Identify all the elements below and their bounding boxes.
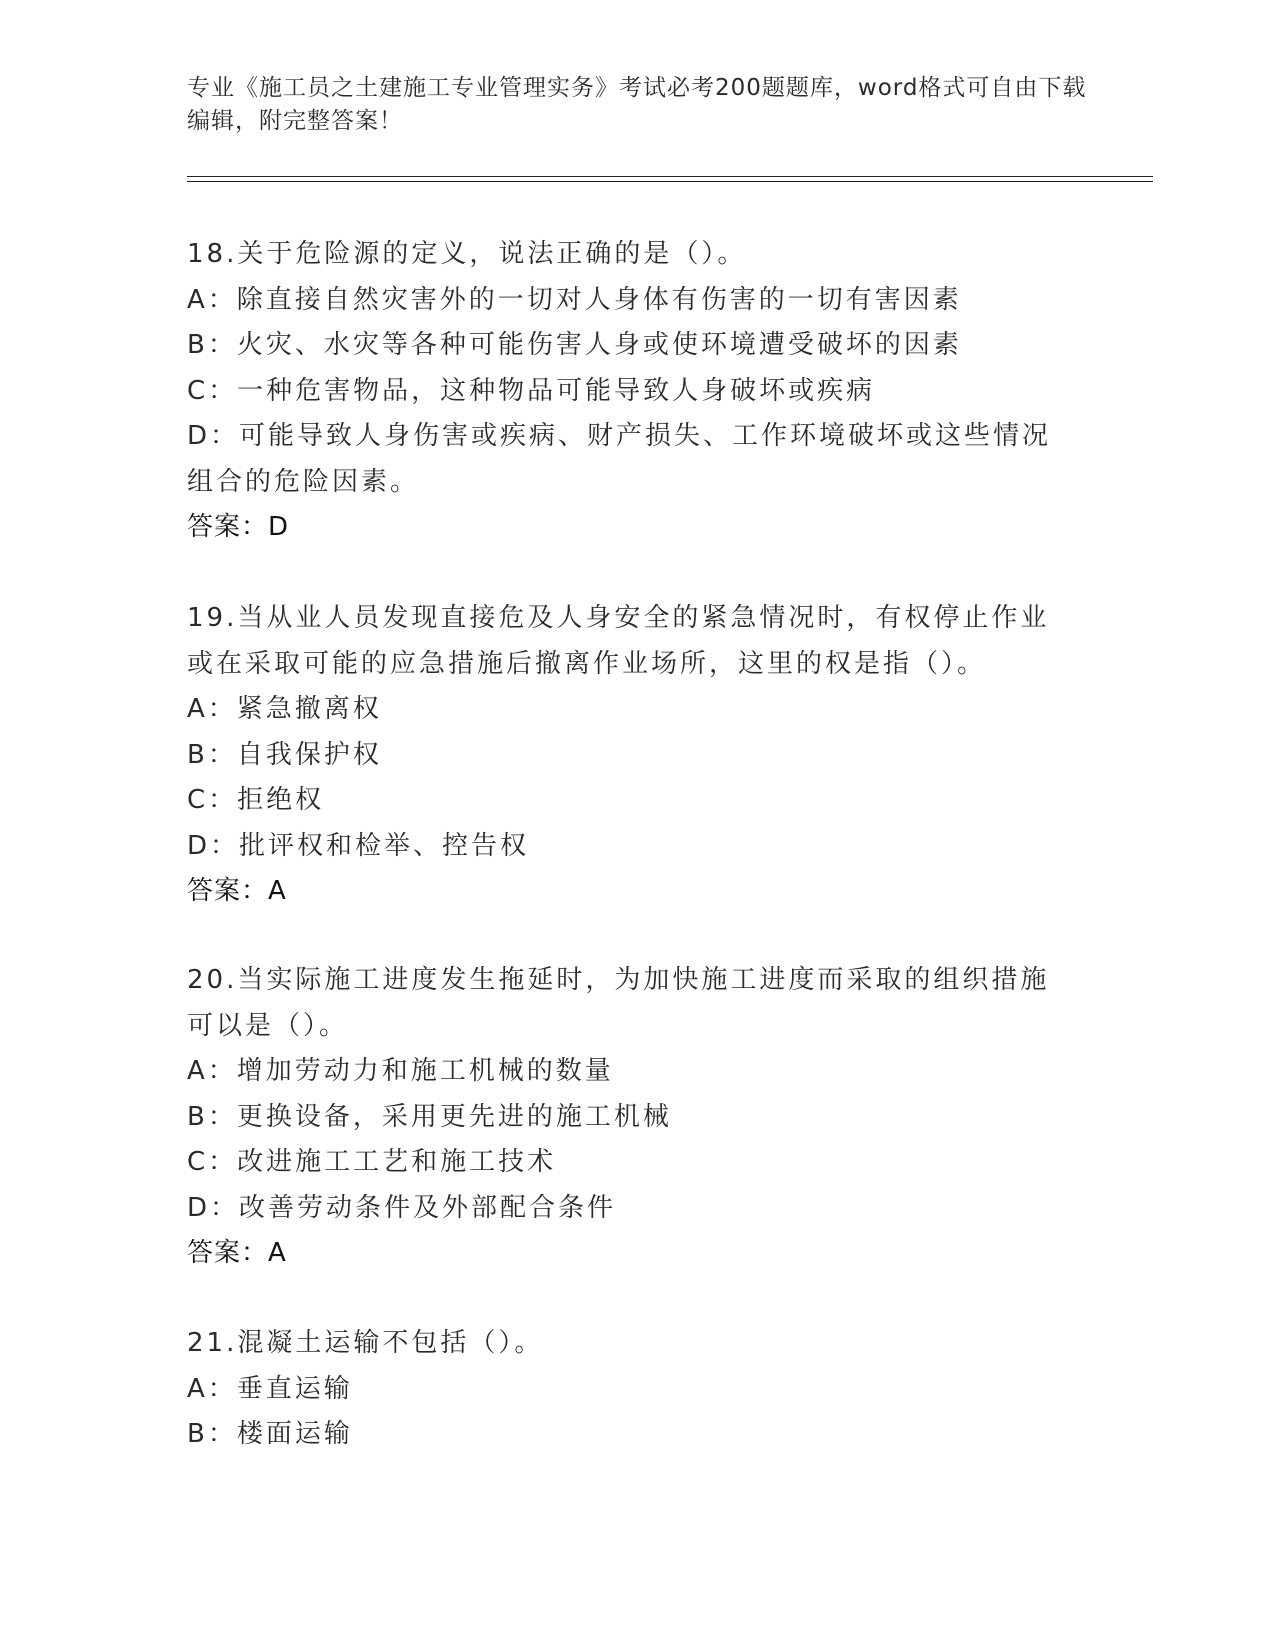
option-a: A：增加劳动力和施工机械的数量 (187, 1056, 614, 1086)
answer: 答案：A (187, 1238, 287, 1268)
answer: 答案：A (187, 876, 287, 906)
option-d: D：批评权和检举、控告权 (187, 830, 530, 861)
question-stem: 20.当实际施工进度发生拖延时，为加快施工进度而采取的组织措施可以是（）。 (187, 965, 1050, 1041)
option-b: B：楼面运输 (187, 1419, 353, 1449)
option-d: D：可能导致人身伤害或疾病、财产损失、工作环境破坏或这些情况组合的危险因素。 (187, 421, 1052, 497)
question-stem: 18.关于危险源的定义，说法正确的是（）。 (187, 239, 747, 269)
question-stem: 19.当从业人员发现直接危及人身安全的紧急情况时，有权停止作业或在采取可能的应急措施后撤离作业场所，这里的权是指（）。 (187, 603, 1050, 679)
question-19 (187, 596, 1067, 915)
option-c: C：改进施工工艺和施工技术 (187, 1147, 557, 1177)
option-a: A：紧急撤离权 (187, 694, 382, 724)
option-a: A：垂直运输 (187, 1373, 353, 1404)
option-b: B：更换设备，采用更先进的施工机械 (187, 1101, 672, 1132)
option-c: C：拒绝权 (187, 785, 325, 815)
option-b: B：自我保护权 (187, 739, 382, 770)
header-divider (187, 176, 1153, 182)
option-c: C：一种危害物品，这种物品可能导致人身破坏或疾病 (187, 375, 876, 406)
question-21 (187, 1321, 1067, 1458)
question-20 (187, 958, 1067, 1277)
question-stem: 21.混凝土运输不包括（）。 (187, 1328, 544, 1358)
option-b: B：火灾、水灾等各种可能伤害人身或使环境遭受破坏的因素 (187, 330, 962, 360)
question-18 (187, 232, 1067, 551)
option-d: D：改善劳动条件及外部配合条件 (187, 1192, 617, 1223)
answer: 答案：D (187, 512, 290, 542)
header-intro-text: 专业《施工员之土建施工专业管理实务》考试必考200题题库，word格式可自由下载编辑，附完整答案！ (187, 75, 1087, 134)
option-a: A：除直接自然灾害外的一切对人身体有伤害的一切有害因素 (187, 284, 962, 315)
document-header (187, 72, 1087, 138)
